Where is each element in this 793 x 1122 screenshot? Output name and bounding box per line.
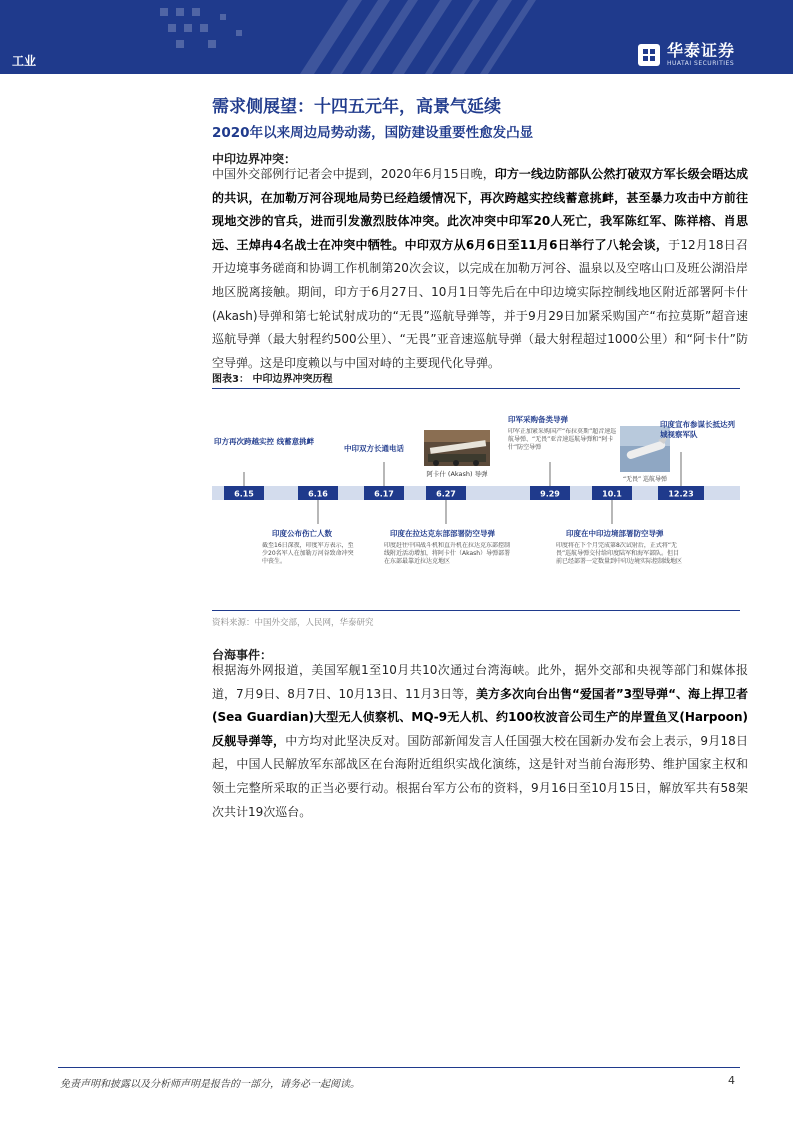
event-body-wrap (384, 542, 512, 582)
figure-bottom-rule (212, 610, 740, 611)
page-title: 需求侧展望：十四五元年，高景气延续 (212, 97, 501, 117)
event-title: 印军采购备类导弹 (508, 415, 568, 424)
huatai-logo-icon (637, 43, 661, 67)
paragraph-taiwan-strait (212, 659, 748, 824)
figure-top-rule (212, 388, 740, 389)
brand-logo (637, 42, 735, 68)
paragraph-text: 根据海外网报道，美国军舰1至10月共10次通过台湾海峡。此外，据外交部和央视等部门和媒体报道，7月9日、8月7日、10月13日、11月3日等， (212, 663, 748, 701)
paragraph-emphasis: 印方一线边防部队公然打破双方军长级会晤达成的共识，在加勒万河谷现地局势已经趋缓情况下，再次跨越实控线蓄意挑衅，甚至暴力攻击中方前往现地交涉的官兵，进而引发激烈肢体冲突。此次冲突中印军20人死亡，我军陈红军、陈祥榕、肖思远、王焯冉4名战士在冲突中牺牲。中印双方从6月6日至11月6日举行了八轮会谈， (212, 167, 748, 252)
paragraph-text: 中方均对此坚决反对。国防部新闻发言人任国强大校在国新办发布会上表示，9月18日起，中国人民解放军东部战区在台海附近组织实战化演练，这是针对当前台海形势、维护国家主权和领土完整所采取的正当必要行动。根据台军方公布的资料，9月16日至10月15日，解放军共有58架次共计19次巡台。 (212, 733, 748, 819)
brand-name-cn: 华泰证券 (666, 41, 735, 60)
paragraph-text: 于12月18日召开边境事务磋商和协调工作机制第20次会议，以完成在加勒万河谷、温泉以及空喀山口及班公湖沿岸地区脱离接触。期间，印方于6月27日、10月1日等先后在中印边境实际控制线地区附近部署阿卡什(Akash)导弹和第七轮试射成功的“无畏”巡航导弹等，并于9月29日加紧采购国产“布拉莫斯”超音速巡航导弹（最大射程约500公里）、“无畏”亚音速巡航导弹（最大射程超过1000公里）和“阿卡什”防空导弹。这是印度赖以与中国对峙的主要现代化导弹。 (212, 237, 748, 370)
paragraph-india-border (212, 163, 748, 375)
paragraph-text: 中国外交部例行记者会中提到，2020年6月15日晚， (212, 167, 495, 181)
event-body-wrap (508, 428, 620, 464)
event-title: 印度公布伤亡人数 (272, 529, 332, 538)
report-section-label: 工业 (12, 54, 37, 68)
date-label: 10.1 (602, 489, 622, 499)
section-heading-india-border: 中印边界冲突： (212, 152, 297, 166)
event-body: 印度将在下个月完成第8次试射后，正式将“无畏”巡航导弹交付给印度陆军和海军部队。但目前已经部署一定数量到中印边境实际控制线地区 (556, 542, 683, 565)
event-title: 印方再次跨越实控 线蓄意挑衅 (214, 437, 315, 446)
event-body-wrap (556, 542, 684, 582)
event-title-wrap (660, 420, 740, 450)
date-label: 6.15 (234, 489, 254, 499)
event-body: 印军正加紧采购国产“布拉莫斯”超音速巡航导弹、“无畏”亚音速巡航导弹和“阿卡什”防空导弹 (508, 428, 617, 451)
photo-caption: 阿卡什 (Akash) 导弹 (426, 470, 488, 478)
event-body: 印度赶往中国战斗机和直升机在拉达克东部控制线附近活动增加，将阿卡什（Akash）导弹部署在东部最靠近拉达克地区 (384, 542, 511, 565)
footer-rule (58, 1067, 740, 1068)
date-label: 6.27 (436, 489, 456, 499)
akash-missile-photo (424, 430, 490, 466)
photo-caption: “无畏” 巡航导弹 (622, 476, 668, 483)
paragraph-emphasis: 美方多次向台出售“爱国者”3型导弹“、海上捍卫者(Sea Guardian)大型无人侦察机、MQ-9无人机、约100枚波音公司生产的岸置鱼叉(Harpoon)反舰导弹等， (212, 686, 748, 748)
date-label: 6.16 (308, 489, 328, 499)
event-body: 截至16日深夜，印度军方表示，至少20名军人在加勒万河谷致命冲突中丧生。 (262, 542, 354, 565)
event-body-wrap (262, 542, 356, 582)
section-heading-taiwan-strait: 台海事件： (212, 648, 273, 662)
date-label: 9.29 (540, 489, 560, 499)
header-band (0, 0, 793, 74)
date-label: 12.23 (668, 489, 694, 499)
footer-disclaimer: 免责声明和披露以及分析师声明是报告的一部分，请务必一起阅读。 (60, 1079, 360, 1090)
event-title: 印度在拉达克东部部署防空导弹 (390, 529, 495, 538)
page-number: 4 (728, 1074, 735, 1087)
timeline-figure (212, 400, 740, 605)
figure-source: 资料来源：中国外交部，人民网，华泰研究 (212, 618, 374, 628)
brand-name-en: HUATAI SECURITIES (666, 60, 735, 67)
event-title: 中印双方长通电话 (344, 444, 404, 453)
date-label: 6.17 (374, 489, 394, 499)
event-title: 印度宣布参谋长抵达列城视察军队 (660, 420, 735, 439)
event-title: 印度在中印边境部署防空导弹 (566, 529, 664, 538)
page-subtitle: 2020年以来周边局势动荡，国防建设重要性愈发凸显 (212, 125, 534, 141)
figure-title: 图表3： 中印边界冲突历程 (212, 374, 333, 385)
